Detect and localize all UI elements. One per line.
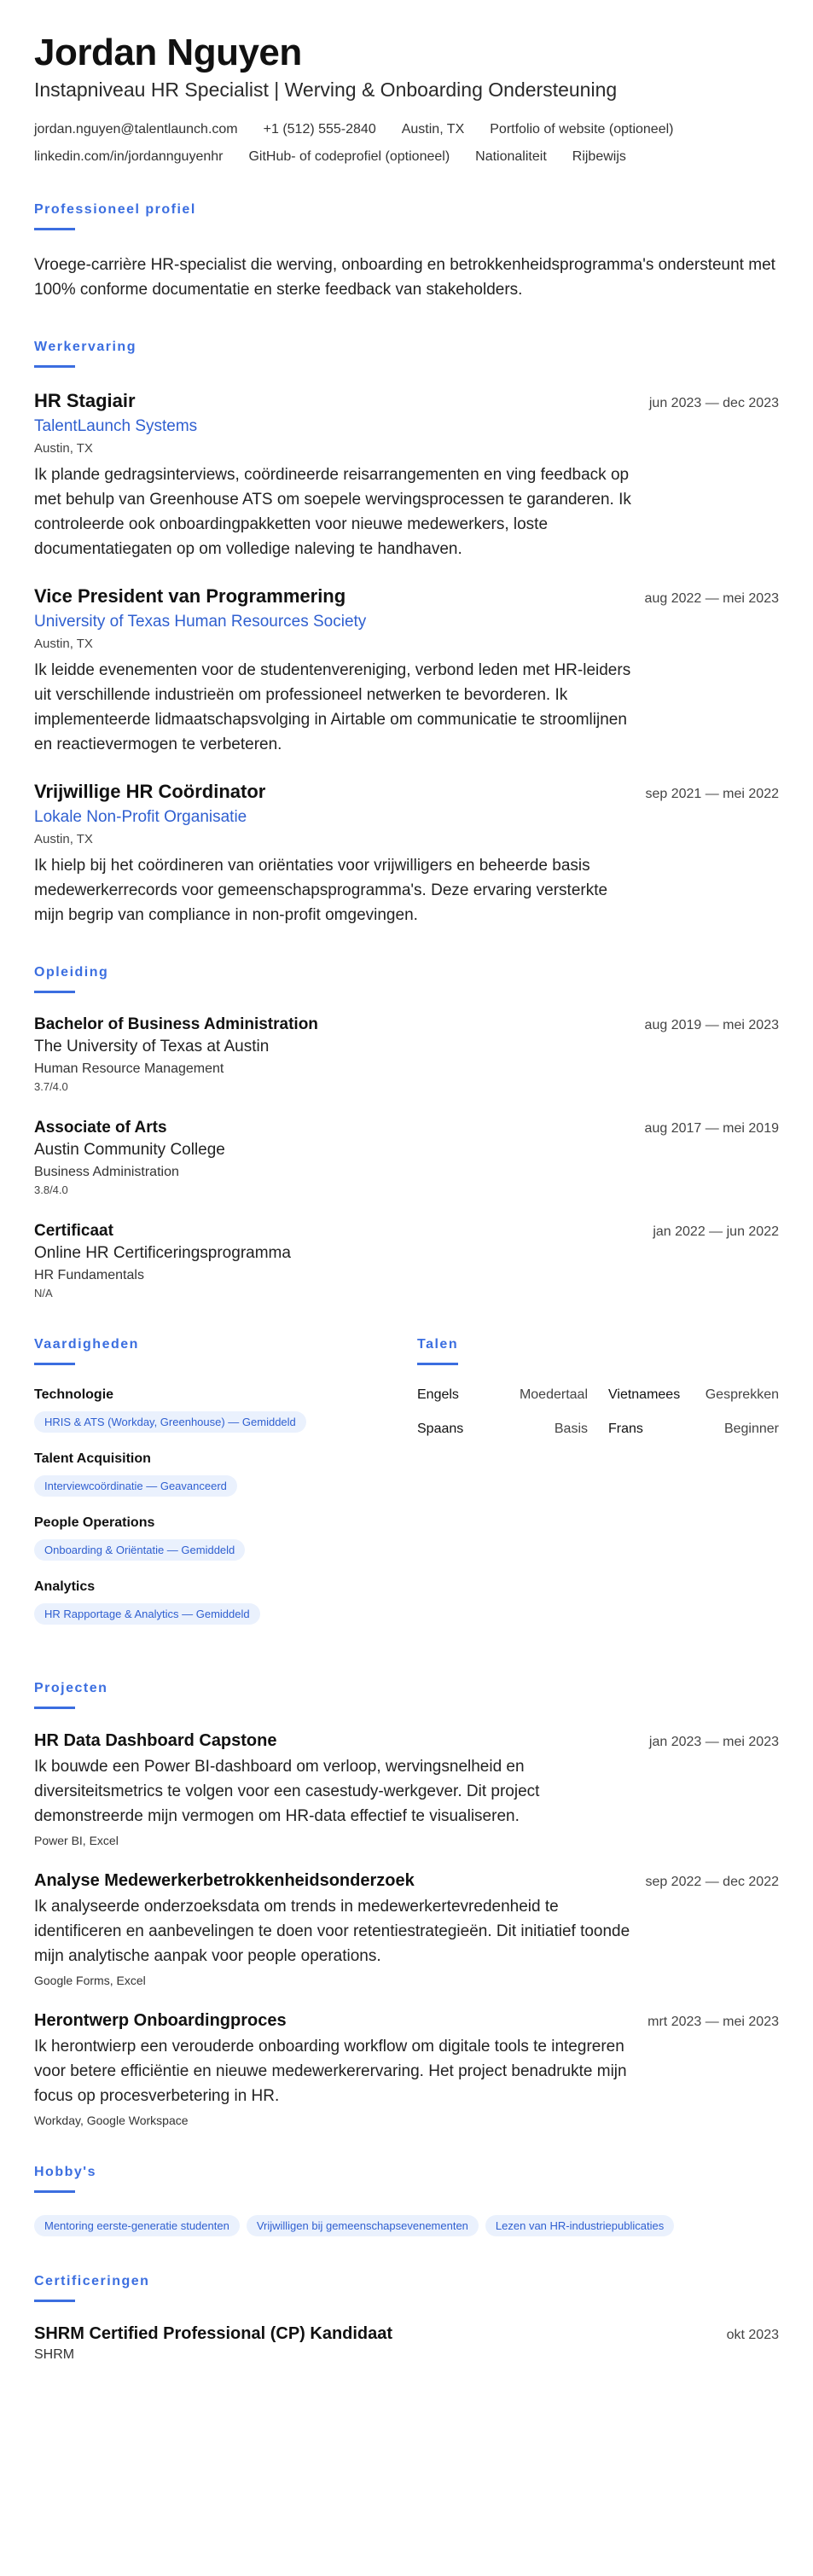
projects-section — [34, 1681, 779, 2127]
languages-column — [417, 1337, 779, 1643]
section-divider — [34, 365, 75, 368]
certification-date: okt 2023 — [726, 2328, 779, 2342]
hobby-list — [34, 2215, 779, 2236]
job-description: Ik leidde evenementen voor de studentenvereniging, verbond leden met HR-leiders uit verschillende industrieën om professioneel netwerken te bevorderen. Ik implementeerde lidmaatschapsvolging in Airtable om communicatie te stroomlijnen en reactievermogen te verbeteren. — [34, 661, 631, 753]
certification-entry — [34, 2324, 779, 2363]
project-title: HR Data Dashboard Capstone — [34, 1731, 277, 1750]
school-name: Austin Community College — [34, 1141, 225, 1159]
gpa: 3.8/4.0 — [34, 1183, 68, 1196]
degree-title: Certificaat — [34, 1222, 113, 1240]
profile-section — [34, 202, 779, 302]
contact-email[interactable]: jordan.nguyen@talentlaunch.com — [34, 122, 238, 137]
language-item — [417, 1387, 588, 1403]
contact-list — [34, 122, 779, 165]
language-level: Moedertaal — [519, 1387, 588, 1402]
section-title: Certificeringen — [34, 2274, 150, 2288]
contact-linkedin[interactable]: linkedin.com/in/jordannguyenhr — [34, 149, 224, 164]
project-description: Ik analyseerde onderzoeksdata om trends in medewerkertevredenheid te identificeren en aanbevelingen te doen voor retentiestrategieën. Dit initiatief toonde mijn analytische aanpak voor people operations. — [34, 1898, 630, 1965]
language-name: Spaans — [417, 1422, 464, 1436]
contact-github[interactable]: GitHub- of codeprofiel (optioneel) — [248, 149, 450, 164]
job-location: Austin, TX — [34, 637, 93, 651]
hobbies-section — [34, 2165, 779, 2236]
job-title: Vice President van Programmering — [34, 585, 346, 607]
hobby-chip: Mentoring eerste-generatie studenten — [34, 2215, 240, 2236]
employer-name: University of Texas Human Resources Society — [34, 613, 367, 631]
language-level: Gesprekken — [705, 1387, 779, 1402]
language-item — [608, 1387, 779, 1403]
study-field: HR Fundamentals — [34, 1268, 144, 1282]
education-dates: aug 2019 — mei 2023 — [644, 1018, 779, 1032]
job-dates: sep 2021 — mei 2022 — [645, 787, 779, 801]
job-title: HR Stagiair — [34, 390, 136, 411]
section-divider — [34, 2300, 75, 2302]
study-field: Human Resource Management — [34, 1061, 224, 1076]
section-title: Vaardigheden — [34, 1337, 139, 1352]
hobby-chip: Lezen van HR-industriepublicaties — [485, 2215, 674, 2236]
section-divider — [34, 228, 75, 230]
project-title: Herontwerp Onboardingproces — [34, 2011, 287, 2030]
job-title: Vrijwillige HR Coördinator — [34, 781, 266, 802]
project-dates: sep 2022 — dec 2022 — [645, 1875, 779, 1889]
experience-entry — [34, 390, 779, 561]
section-title: Professioneel profiel — [34, 202, 196, 217]
certifications-section — [34, 2274, 779, 2363]
skills-column — [34, 1337, 409, 1643]
experience-section — [34, 340, 779, 927]
language-row — [417, 1387, 779, 1403]
experience-entry — [34, 781, 779, 927]
skill-chip: HR Rapportage & Analytics — Gemiddeld — [34, 1603, 260, 1625]
skill-category: Talent Acquisition — [34, 1451, 151, 1466]
language-row — [417, 1422, 779, 1437]
job-location: Austin, TX — [34, 832, 93, 846]
degree-title: Bachelor of Business Administration — [34, 1015, 318, 1033]
education-dates: aug 2017 — mei 2019 — [644, 1121, 779, 1136]
gpa: N/A — [34, 1287, 53, 1300]
job-dates: jun 2023 — dec 2023 — [648, 396, 779, 410]
skill-category: Analytics — [34, 1579, 96, 1594]
language-name: Frans — [608, 1422, 643, 1436]
skill-category: Technologie — [34, 1387, 114, 1402]
job-description: Ik hielp bij het coördineren van oriëntaties voor vrijwilligers en beheerde basis medewerkerrecords voor gemeenschapsprogramma's. Deze ervaring versterkte mijn begrip van compliance in non-profit omgevingen. — [34, 857, 608, 924]
project-description: Ik herontwierp een verouderde onboarding workflow om digitale tools te integreren voor betere efficiëntie en nieuwe medewerkerervaring. Het project benadrukte mijn focus op procesverbetering in HR. — [34, 2038, 627, 2105]
language-item — [417, 1422, 588, 1437]
candidate-headline: Instapniveau HR Specialist | Werving & Onboarding Ondersteuning — [34, 79, 618, 101]
section-divider — [34, 1707, 75, 1709]
resume-header — [34, 31, 779, 165]
contact-nationality: Nationaliteit — [475, 149, 547, 164]
hobby-chip: Vrijwilligen bij gemeenschapsevenementen — [247, 2215, 479, 2236]
section-divider — [34, 1363, 75, 1365]
candidate-name: Jordan Nguyen — [34, 32, 302, 73]
section-divider — [34, 2190, 75, 2193]
school-name: Online HR Certificeringsprogramma — [34, 1244, 291, 1262]
certification-name: SHRM Certified Professional (CP) Kandidaat — [34, 2324, 393, 2343]
skill-chip: HRIS & ATS (Workday, Greenhouse) — Gemiddeld — [34, 1411, 306, 1433]
skill-chip: Interviewcoördinatie — Geavanceerd — [34, 1475, 237, 1497]
section-divider — [34, 991, 75, 993]
project-tools: Workday, Google Workspace — [34, 2114, 189, 2127]
project-tools: Power BI, Excel — [34, 1834, 119, 1847]
language-name: Engels — [417, 1387, 459, 1402]
language-level: Beginner — [723, 1422, 779, 1436]
contact-portfolio[interactable]: Portfolio of website (optioneel) — [490, 122, 674, 137]
skill-category: People Operations — [34, 1515, 155, 1530]
language-level: Basis — [554, 1422, 588, 1436]
skills-languages-section — [34, 1337, 779, 1643]
skill-chip: Onboarding & Oriëntatie — Gemiddeld — [34, 1539, 245, 1561]
project-title: Analyse Medewerkerbetrokkenheidsonderzoek — [34, 1871, 415, 1890]
contact-phone[interactable]: +1 (512) 555-2840 — [263, 122, 376, 137]
section-title: Opleiding — [34, 965, 109, 980]
project-entry — [34, 1731, 779, 1847]
section-divider — [417, 1363, 458, 1365]
school-name: The University of Texas at Austin — [34, 1038, 270, 1055]
project-dates: jan 2023 — mei 2023 — [648, 1735, 779, 1749]
project-tools: Google Forms, Excel — [34, 1974, 146, 1987]
degree-title: Associate of Arts — [34, 1119, 167, 1137]
section-title: Projecten — [34, 1681, 108, 1695]
job-dates: aug 2022 — mei 2023 — [644, 591, 779, 606]
certification-issuer: SHRM — [34, 2347, 75, 2362]
education-entry — [34, 1015, 779, 1093]
study-field: Business Administration — [34, 1165, 179, 1179]
skill-group — [34, 1451, 409, 1497]
project-dates: mrt 2023 — mei 2023 — [647, 2015, 779, 2029]
education-section — [34, 965, 779, 1300]
employer-name: Lokale Non-Profit Organisatie — [34, 808, 247, 826]
section-title: Werkervaring — [34, 340, 136, 354]
gpa: 3.7/4.0 — [34, 1080, 68, 1093]
language-item — [608, 1422, 779, 1437]
employer-name: TalentLaunch Systems — [34, 417, 198, 435]
skill-group — [34, 1515, 409, 1561]
section-title: Talen — [417, 1337, 459, 1352]
section-title: Hobby's — [34, 2165, 96, 2179]
project-entry — [34, 1871, 779, 1987]
job-description: Ik plande gedragsinterviews, coördineerde reisarrangementen en ving feedback op met behulp van Greenhouse ATS om soepele wervingsprocessen te garanderen. Ik controleerde ook onboardingpakketten voor nieuwe medewerkers, loste documentatiegaten op om volledige naleving te handhaven. — [34, 466, 631, 558]
education-entry — [34, 1222, 779, 1300]
job-location: Austin, TX — [34, 441, 93, 456]
contact-license: Rijbewijs — [572, 149, 626, 164]
project-description: Ik bouwde een Power BI-dashboard om verloop, wervingsnelheid en diversiteitsmetrics te volgen voor een casestudy-werkgever. Dit project demonstreerde mijn vermogen om HR-data effectief te visualiseren. — [34, 1758, 540, 1825]
experience-entry — [34, 585, 779, 757]
language-name: Vietnamees — [608, 1387, 681, 1402]
skill-group — [34, 1579, 409, 1625]
education-entry — [34, 1119, 779, 1196]
education-dates: jan 2022 — jun 2022 — [653, 1224, 779, 1239]
skill-group — [34, 1387, 409, 1433]
project-entry — [34, 2011, 779, 2127]
contact-location: Austin, TX — [401, 122, 465, 137]
profile-summary: Vroege-carrière HR-specialist die werving, onboarding en betrokkenheidsprogramma's ondersteunt met 100% conforme documentatie en sterke feedback van stakeholders. — [34, 256, 775, 299]
